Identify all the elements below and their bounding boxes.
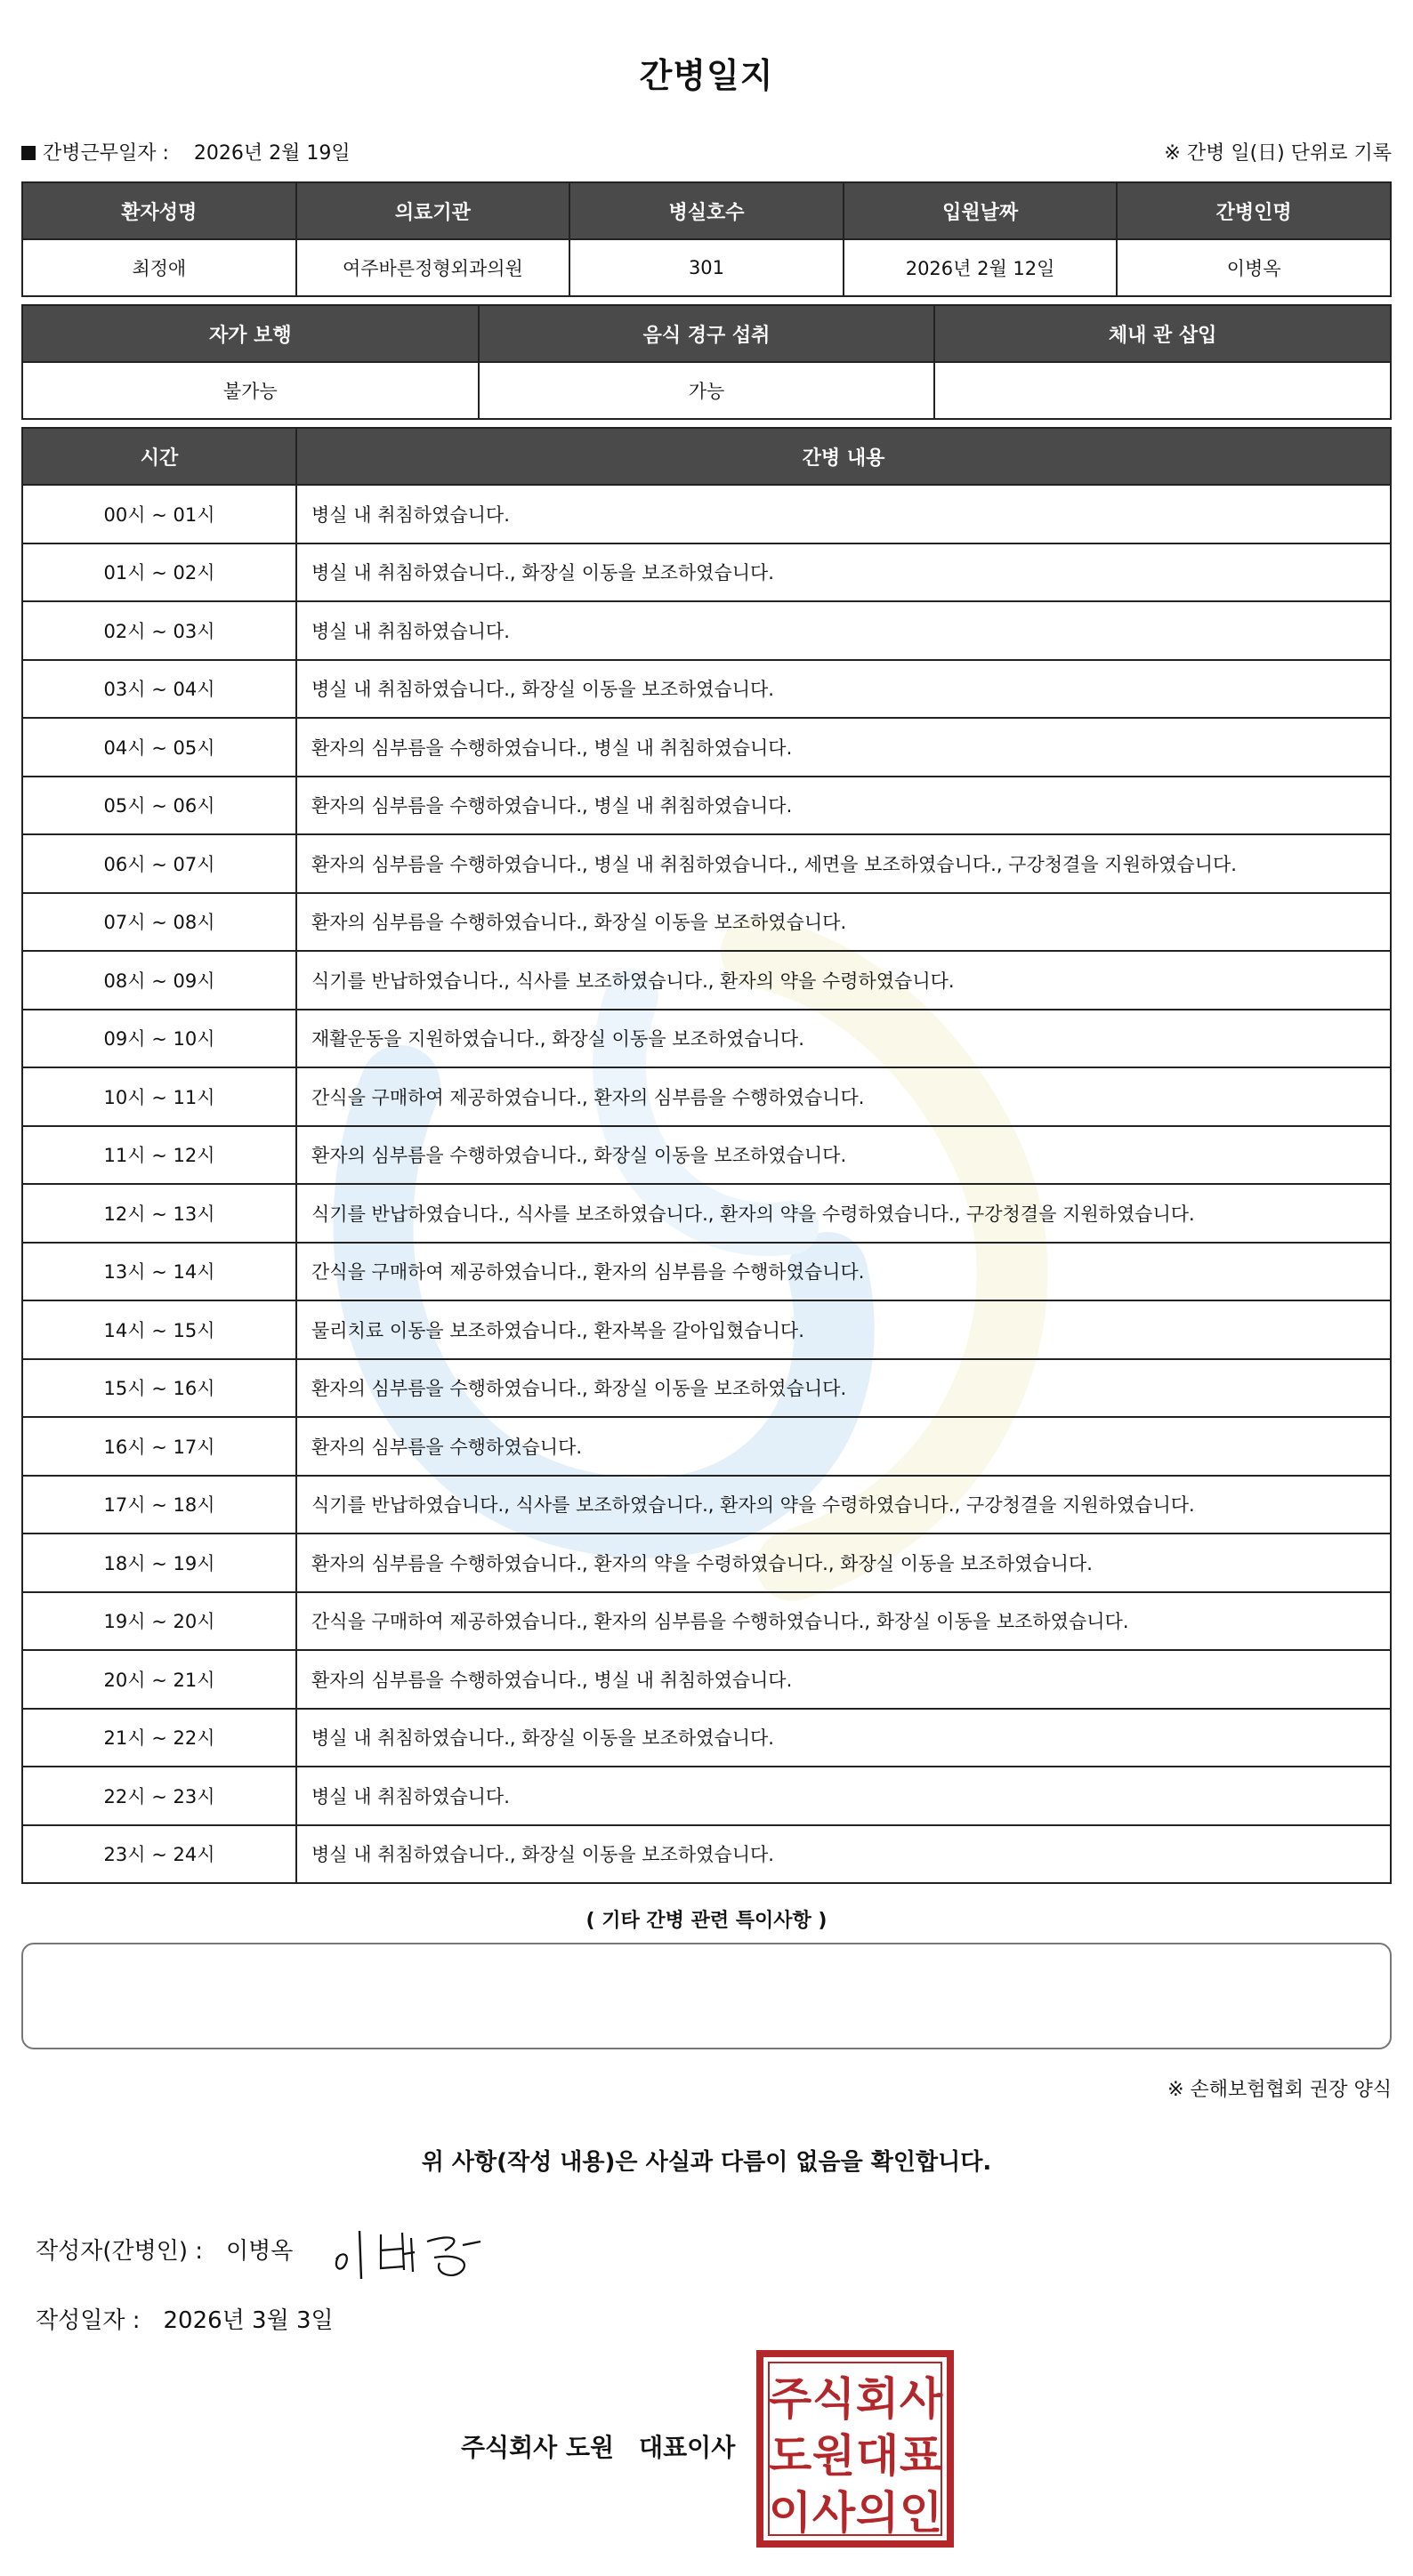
- seal-character: 의: [855, 2487, 900, 2539]
- header-oral-intake: 음식 경구 섭취: [479, 305, 935, 362]
- log-content: 병실 내 취침하였습니다.: [296, 485, 1391, 543]
- status-value-row: [22, 362, 1391, 419]
- log-row: [22, 660, 1391, 719]
- log-row: [22, 601, 1391, 660]
- tube-insertion: [934, 362, 1391, 419]
- caregiver-name: 이병옥: [1117, 239, 1391, 296]
- status-header-row: [22, 305, 1391, 362]
- log-time: 20시 ~ 21시: [22, 1650, 296, 1709]
- page-title: 간병일지: [639, 56, 774, 95]
- info-header-row: [22, 182, 1391, 239]
- log-body: [22, 485, 1391, 1883]
- log-time: 15시 ~ 16시: [22, 1359, 296, 1418]
- header-tube-insertion: 체내 관 삽입: [934, 305, 1391, 362]
- log-time: 04시 ~ 05시: [22, 718, 296, 777]
- handwritten-signature: [329, 2215, 498, 2286]
- written-date-value: 2026년 3월 3일: [163, 2307, 334, 2334]
- log-time: 05시 ~ 06시: [22, 777, 296, 835]
- header-admission-date: 입원날짜: [844, 182, 1118, 239]
- writer-row: [36, 2233, 293, 2266]
- hospital: 여주바른정형외과의원: [296, 239, 570, 296]
- seal-character: 표: [899, 2430, 943, 2482]
- remarks-field: [21, 1943, 1392, 2049]
- admission-date: 2026년 2월 12일: [844, 239, 1118, 296]
- log-content: 병실 내 취침하였습니다., 화장실 이동을 보조하였습니다.: [296, 1709, 1391, 1767]
- unit-note: ※ 간병 일(日) 단위로 기록: [1164, 142, 1392, 165]
- log-row: [22, 834, 1391, 893]
- header-caregiver-name: 간병인명: [1117, 182, 1391, 239]
- seal-character: 원: [811, 2430, 856, 2482]
- writer-label: 작성자(간병인) :: [36, 2238, 204, 2265]
- log-content: 환자의 심부름을 수행하였습니다.: [296, 1417, 1391, 1476]
- log-content: 환자의 심부름을 수행하였습니다., 화장실 이동을 보조하였습니다.: [296, 893, 1391, 952]
- patient-info-table: [21, 181, 1392, 297]
- log-content: 간식을 구매하여 제공하였습니다., 환자의 심부름을 수행하였습니다.: [296, 1067, 1391, 1126]
- log-time: 19시 ~ 20시: [22, 1592, 296, 1651]
- log-content: 환자의 심부름을 수행하였습니다., 병실 내 취침하였습니다., 세면을 보조하였습니다., 구강청결을 지원하였습니다.: [296, 834, 1391, 893]
- log-content: 식기를 반납하였습니다., 식사를 보조하였습니다., 환자의 약을 수령하였습니다.: [296, 951, 1391, 1010]
- writer-name: 이병옥: [226, 2238, 294, 2265]
- seal-character: 주: [768, 2373, 812, 2425]
- log-row: [22, 951, 1391, 1010]
- log-time: 18시 ~ 19시: [22, 1534, 296, 1592]
- header-self-walking: 자가 보행: [22, 305, 479, 362]
- work-date-label: 간병근무일자 :: [43, 142, 169, 165]
- log-header-row: [22, 428, 1391, 485]
- company-name: 주식회사 도원: [461, 2433, 615, 2462]
- log-content: 환자의 심부름을 수행하였습니다., 병실 내 취침하였습니다.: [296, 777, 1391, 835]
- log-row: [22, 1184, 1391, 1243]
- log-time: 13시 ~ 14시: [22, 1243, 296, 1301]
- log-content: 병실 내 취침하였습니다.: [296, 1767, 1391, 1825]
- log-row: [22, 777, 1391, 835]
- log-content: 병실 내 취침하였습니다., 화장실 이동을 보조하였습니다.: [296, 1825, 1391, 1884]
- log-content: 환자의 심부름을 수행하였습니다., 화장실 이동을 보조하였습니다.: [296, 1359, 1391, 1418]
- log-time: 00시 ~ 01시: [22, 485, 296, 543]
- info-value-row: [22, 239, 1391, 296]
- company-signature: [461, 2428, 735, 2464]
- patient-status-table: [21, 304, 1392, 420]
- work-date-value: 2026년 2월 19일: [193, 142, 351, 165]
- header-hospital: 의료기관: [296, 182, 570, 239]
- log-row: [22, 893, 1391, 952]
- log-row: [22, 1300, 1391, 1359]
- seal-character: 사: [811, 2487, 856, 2539]
- header-time: 시간: [22, 428, 296, 485]
- log-row: [22, 1534, 1391, 1592]
- log-time: 03시 ~ 04시: [22, 660, 296, 719]
- log-row: [22, 1067, 1391, 1126]
- written-date-label: 작성일자 :: [36, 2307, 141, 2334]
- log-row: [22, 1126, 1391, 1185]
- patient-name: 최정애: [22, 239, 296, 296]
- seal-character: 이: [768, 2487, 812, 2539]
- seal-character: 식: [811, 2373, 856, 2425]
- log-time: 14시 ~ 15시: [22, 1300, 296, 1359]
- log-time: 06시 ~ 07시: [22, 834, 296, 893]
- log-row: [22, 718, 1391, 777]
- log-row: [22, 1767, 1391, 1825]
- written-date-row: [36, 2302, 334, 2335]
- log-content: 병실 내 취침하였습니다., 화장실 이동을 보조하였습니다.: [296, 660, 1391, 719]
- log-time: 09시 ~ 10시: [22, 1010, 296, 1068]
- oral-intake: 가능: [479, 362, 935, 419]
- log-content: 식기를 반납하였습니다., 식사를 보조하였습니다., 환자의 약을 수령하였습니다., 구강청결을 지원하였습니다.: [296, 1184, 1391, 1243]
- log-content: 환자의 심부름을 수행하였습니다., 병실 내 취침하였습니다.: [296, 1650, 1391, 1709]
- self-walking: 불가능: [22, 362, 479, 419]
- care-log-table: [21, 427, 1392, 1884]
- log-content: 환자의 심부름을 수행하였습니다., 병실 내 취침하였습니다.: [296, 718, 1391, 777]
- log-row: [22, 1592, 1391, 1651]
- log-row: [22, 1010, 1391, 1068]
- log-content: 환자의 심부름을 수행하였습니다., 화장실 이동을 보조하였습니다.: [296, 1126, 1391, 1185]
- log-time: 01시 ~ 02시: [22, 543, 296, 602]
- header-care-content: 간병 내용: [296, 428, 1391, 485]
- log-time: 07시 ~ 08시: [22, 893, 296, 952]
- log-content: 간식을 구매하여 제공하였습니다., 환자의 심부름을 수행하였습니다.: [296, 1243, 1391, 1301]
- company-ceo-title: 대표이사: [639, 2433, 736, 2462]
- log-row: [22, 485, 1391, 543]
- log-time: 17시 ~ 18시: [22, 1476, 296, 1534]
- header-room-number: 병실호수: [569, 182, 844, 239]
- log-time: 11시 ~ 12시: [22, 1126, 296, 1185]
- square-bullet-icon: [21, 146, 36, 160]
- log-row: [22, 543, 1391, 602]
- log-content: 물리치료 이동을 보조하였습니다., 환자복을 갈아입혔습니다.: [296, 1300, 1391, 1359]
- log-time: 23시 ~ 24시: [22, 1825, 296, 1884]
- log-content: 식기를 반납하였습니다., 식사를 보조하였습니다., 환자의 약을 수령하였습니다., 구강청결을 지원하였습니다.: [296, 1476, 1391, 1534]
- seal-character: 도: [768, 2430, 812, 2482]
- seal-character: 회: [855, 2373, 900, 2425]
- log-time: 16시 ~ 17시: [22, 1417, 296, 1476]
- work-date: [21, 138, 351, 165]
- log-time: 08시 ~ 09시: [22, 951, 296, 1010]
- company-seal-icon: [755, 2348, 956, 2549]
- log-content: 재활운동을 지원하였습니다., 화장실 이동을 보조하였습니다.: [296, 1010, 1391, 1068]
- meta-row: [21, 138, 1392, 168]
- room-number: 301: [569, 239, 844, 296]
- log-row: [22, 1243, 1391, 1301]
- log-time: 02시 ~ 03시: [22, 601, 296, 660]
- form-note: ※ 손해보험협회 권장 양식: [1167, 2079, 1392, 2101]
- log-row: [22, 1359, 1391, 1418]
- log-row: [22, 1650, 1391, 1709]
- log-time: 10시 ~ 11시: [22, 1067, 296, 1126]
- seal-character: 사: [899, 2373, 943, 2425]
- log-time: 12시 ~ 13시: [22, 1184, 296, 1243]
- log-row: [22, 1709, 1391, 1767]
- log-time: 21시 ~ 22시: [22, 1709, 296, 1767]
- log-row: [22, 1825, 1391, 1884]
- log-content: 병실 내 취침하였습니다.: [296, 601, 1391, 660]
- log-time: 22시 ~ 23시: [22, 1767, 296, 1825]
- log-row: [22, 1417, 1391, 1476]
- seal-character: 대: [855, 2430, 900, 2482]
- seal-character: 인: [899, 2487, 943, 2539]
- log-content: 간식을 구매하여 제공하였습니다., 환자의 심부름을 수행하였습니다., 화장실 이동을 보조하였습니다.: [296, 1592, 1391, 1651]
- remarks-title: ( 기타 간병 관련 특이사항 ): [585, 1910, 828, 1932]
- log-row: [22, 1476, 1391, 1534]
- log-content: 환자의 심부름을 수행하였습니다., 환자의 약을 수령하였습니다., 화장실 이동을 보조하였습니다.: [296, 1534, 1391, 1592]
- header-patient-name: 환자성명: [22, 182, 296, 239]
- log-content: 병실 내 취침하였습니다., 화장실 이동을 보조하였습니다.: [296, 543, 1391, 602]
- confirmation-statement: 위 사항(작성 내용)은 사실과 다름이 없음을 확인합니다.: [421, 2149, 992, 2176]
